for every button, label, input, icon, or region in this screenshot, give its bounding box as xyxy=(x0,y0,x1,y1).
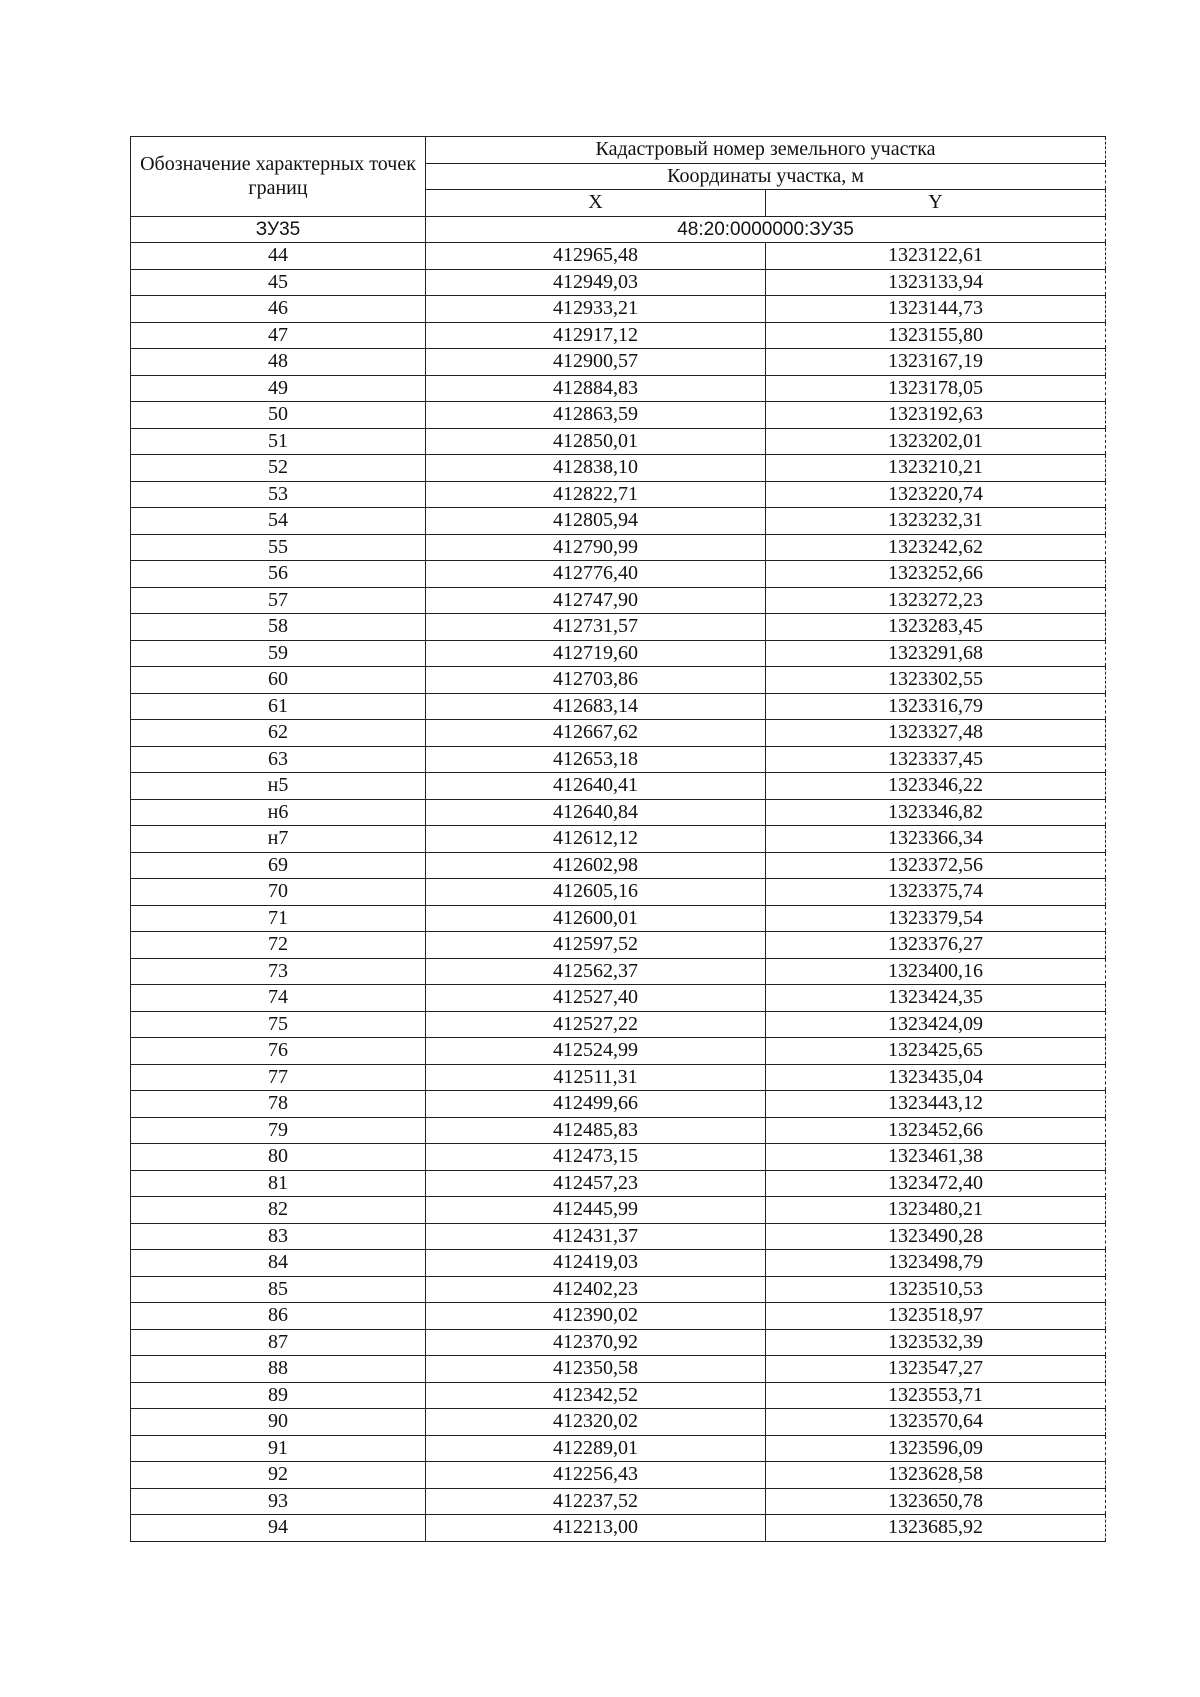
x-coordinate-cell: 412667,62 xyxy=(426,720,766,747)
y-coordinate-cell: 1323570,64 xyxy=(766,1409,1106,1436)
y-coordinate-cell: 1323547,27 xyxy=(766,1356,1106,1383)
point-cell: 88 xyxy=(131,1356,426,1383)
x-coordinate-cell: 412370,92 xyxy=(426,1329,766,1356)
table-header xyxy=(131,137,1106,217)
table-row xyxy=(131,1038,1106,1065)
parcel-row xyxy=(131,216,1106,243)
table-row xyxy=(131,1382,1106,1409)
point-cell: 89 xyxy=(131,1382,426,1409)
point-cell: 73 xyxy=(131,958,426,985)
table-row xyxy=(131,1197,1106,1224)
y-coordinate-cell: 1323376,27 xyxy=(766,932,1106,959)
y-coordinate-cell: 1323167,19 xyxy=(766,349,1106,376)
parcel-cadastral-number: 48:20:0000000:ЗУ35 xyxy=(426,216,1106,243)
table-row xyxy=(131,269,1106,296)
table-row xyxy=(131,985,1106,1012)
x-coordinate-cell: 412419,03 xyxy=(426,1250,766,1277)
point-cell: 86 xyxy=(131,1303,426,1330)
point-cell: 72 xyxy=(131,932,426,959)
x-coordinate-cell: 412256,43 xyxy=(426,1462,766,1489)
table-row xyxy=(131,402,1106,429)
table-row xyxy=(131,508,1106,535)
table-row xyxy=(131,428,1106,455)
y-coordinate-cell: 1323480,21 xyxy=(766,1197,1106,1224)
x-coordinate-cell: 412822,71 xyxy=(426,481,766,508)
point-column-header: Обозначение характерных точек границ xyxy=(131,137,426,217)
table-row xyxy=(131,1117,1106,1144)
x-coordinate-cell: 412731,57 xyxy=(426,614,766,641)
y-coordinate-cell: 1323510,53 xyxy=(766,1276,1106,1303)
y-coordinate-cell: 1323291,68 xyxy=(766,640,1106,667)
y-coordinate-cell: 1323518,97 xyxy=(766,1303,1106,1330)
table-row xyxy=(131,799,1106,826)
y-coordinate-cell: 1323628,58 xyxy=(766,1462,1106,1489)
y-coordinate-cell: 1323178,05 xyxy=(766,375,1106,402)
point-cell: н6 xyxy=(131,799,426,826)
point-cell: 75 xyxy=(131,1011,426,1038)
table-row xyxy=(131,720,1106,747)
point-cell: 54 xyxy=(131,508,426,535)
x-coordinate-cell: 412805,94 xyxy=(426,508,766,535)
x-coordinate-cell: 412703,86 xyxy=(426,667,766,694)
table-row xyxy=(131,1435,1106,1462)
x-coordinate-cell: 412790,99 xyxy=(426,534,766,561)
x-coordinate-cell: 412719,60 xyxy=(426,640,766,667)
point-cell: 77 xyxy=(131,1064,426,1091)
y-coordinate-cell: 1323144,73 xyxy=(766,296,1106,323)
x-coordinate-cell: 412933,21 xyxy=(426,296,766,323)
coordinates-document xyxy=(130,136,1105,1542)
y-coordinate-cell: 1323316,79 xyxy=(766,693,1106,720)
coordinates-table xyxy=(130,136,1106,1542)
point-cell: 55 xyxy=(131,534,426,561)
x-coordinate-cell: 412511,31 xyxy=(426,1064,766,1091)
point-cell: 63 xyxy=(131,746,426,773)
y-coordinate-cell: 1323400,16 xyxy=(766,958,1106,985)
table-row xyxy=(131,1223,1106,1250)
table-row xyxy=(131,1144,1106,1171)
table-row xyxy=(131,693,1106,720)
y-coordinate-cell: 1323366,34 xyxy=(766,826,1106,853)
y-coordinate-cell: 1323532,39 xyxy=(766,1329,1106,1356)
table-row xyxy=(131,561,1106,588)
x-coordinate-cell: 412499,66 xyxy=(426,1091,766,1118)
table-row xyxy=(131,375,1106,402)
coordinates-header: Координаты участка, м xyxy=(426,163,1106,190)
table-row xyxy=(131,534,1106,561)
x-coordinate-cell: 412524,99 xyxy=(426,1038,766,1065)
point-cell: 60 xyxy=(131,667,426,694)
point-cell: 76 xyxy=(131,1038,426,1065)
table-row xyxy=(131,1488,1106,1515)
y-coordinate-cell: 1323685,92 xyxy=(766,1515,1106,1542)
x-coordinate-cell: 412884,83 xyxy=(426,375,766,402)
y-coordinate-cell: 1323122,61 xyxy=(766,243,1106,270)
point-cell: 52 xyxy=(131,455,426,482)
point-cell: 48 xyxy=(131,349,426,376)
x-coordinate-cell: 412485,83 xyxy=(426,1117,766,1144)
y-coordinate-cell: 1323302,55 xyxy=(766,667,1106,694)
y-coordinate-cell: 1323220,74 xyxy=(766,481,1106,508)
table-row xyxy=(131,296,1106,323)
point-cell: 81 xyxy=(131,1170,426,1197)
x-coordinate-cell: 412605,16 xyxy=(426,879,766,906)
x-coordinate-cell: 412838,10 xyxy=(426,455,766,482)
x-coordinate-cell: 412900,57 xyxy=(426,349,766,376)
table-row xyxy=(131,1011,1106,1038)
y-coordinate-cell: 1323272,23 xyxy=(766,587,1106,614)
y-coordinate-cell: 1323424,35 xyxy=(766,985,1106,1012)
table-row xyxy=(131,640,1106,667)
y-coordinate-cell: 1323346,82 xyxy=(766,799,1106,826)
y-coordinate-cell: 1323498,79 xyxy=(766,1250,1106,1277)
point-cell: н7 xyxy=(131,826,426,853)
y-coordinate-cell: 1323327,48 xyxy=(766,720,1106,747)
y-coordinate-cell: 1323155,80 xyxy=(766,322,1106,349)
point-cell: 59 xyxy=(131,640,426,667)
x-coordinate-cell: 412612,12 xyxy=(426,826,766,853)
x-coordinate-cell: 412390,02 xyxy=(426,1303,766,1330)
x-coordinate-cell: 412457,23 xyxy=(426,1170,766,1197)
point-cell: 74 xyxy=(131,985,426,1012)
point-cell: 90 xyxy=(131,1409,426,1436)
y-coordinate-cell: 1323283,45 xyxy=(766,614,1106,641)
table-row xyxy=(131,1409,1106,1436)
x-coordinate-cell: 412640,41 xyxy=(426,773,766,800)
x-coordinate-cell: 412237,52 xyxy=(426,1488,766,1515)
point-cell: 87 xyxy=(131,1329,426,1356)
point-cell: 62 xyxy=(131,720,426,747)
x-coordinate-cell: 412917,12 xyxy=(426,322,766,349)
y-coordinate-cell: 1323452,66 xyxy=(766,1117,1106,1144)
y-coordinate-cell: 1323461,38 xyxy=(766,1144,1106,1171)
y-coordinate-cell: 1323596,09 xyxy=(766,1435,1106,1462)
x-column-header: X xyxy=(426,190,766,217)
y-coordinate-cell: 1323472,40 xyxy=(766,1170,1106,1197)
table-row xyxy=(131,1462,1106,1489)
point-cell: 46 xyxy=(131,296,426,323)
table-row xyxy=(131,932,1106,959)
parcel-id: ЗУ35 xyxy=(131,216,426,243)
table-row xyxy=(131,1356,1106,1383)
point-cell: 94 xyxy=(131,1515,426,1542)
x-coordinate-cell: 412213,00 xyxy=(426,1515,766,1542)
table-row xyxy=(131,905,1106,932)
x-coordinate-cell: 412602,98 xyxy=(426,852,766,879)
point-cell: н5 xyxy=(131,773,426,800)
table-row xyxy=(131,958,1106,985)
y-coordinate-cell: 1323232,31 xyxy=(766,508,1106,535)
x-coordinate-cell: 412342,52 xyxy=(426,1382,766,1409)
x-coordinate-cell: 412776,40 xyxy=(426,561,766,588)
x-coordinate-cell: 412640,84 xyxy=(426,799,766,826)
point-cell: 53 xyxy=(131,481,426,508)
table-row xyxy=(131,322,1106,349)
table-row xyxy=(131,614,1106,641)
table-row xyxy=(131,773,1106,800)
y-column-header: Y xyxy=(766,190,1106,217)
point-cell: 45 xyxy=(131,269,426,296)
y-coordinate-cell: 1323379,54 xyxy=(766,905,1106,932)
y-coordinate-cell: 1323133,94 xyxy=(766,269,1106,296)
x-coordinate-cell: 412653,18 xyxy=(426,746,766,773)
y-coordinate-cell: 1323443,12 xyxy=(766,1091,1106,1118)
y-coordinate-cell: 1323375,74 xyxy=(766,879,1106,906)
x-coordinate-cell: 412350,58 xyxy=(426,1356,766,1383)
table-row xyxy=(131,349,1106,376)
x-coordinate-cell: 412863,59 xyxy=(426,402,766,429)
table-row xyxy=(131,852,1106,879)
x-coordinate-cell: 412747,90 xyxy=(426,587,766,614)
x-coordinate-cell: 412289,01 xyxy=(426,1435,766,1462)
x-coordinate-cell: 412850,01 xyxy=(426,428,766,455)
y-coordinate-cell: 1323252,66 xyxy=(766,561,1106,588)
y-coordinate-cell: 1323553,71 xyxy=(766,1382,1106,1409)
point-cell: 79 xyxy=(131,1117,426,1144)
x-coordinate-cell: 412965,48 xyxy=(426,243,766,270)
point-cell: 58 xyxy=(131,614,426,641)
x-coordinate-cell: 412320,02 xyxy=(426,1409,766,1436)
point-cell: 93 xyxy=(131,1488,426,1515)
x-coordinate-cell: 412683,14 xyxy=(426,693,766,720)
x-coordinate-cell: 412527,22 xyxy=(426,1011,766,1038)
point-cell: 91 xyxy=(131,1435,426,1462)
point-cell: 44 xyxy=(131,243,426,270)
point-cell: 71 xyxy=(131,905,426,932)
x-coordinate-cell: 412562,37 xyxy=(426,958,766,985)
y-coordinate-cell: 1323192,63 xyxy=(766,402,1106,429)
point-cell: 83 xyxy=(131,1223,426,1250)
point-cell: 85 xyxy=(131,1276,426,1303)
y-coordinate-cell: 1323337,45 xyxy=(766,746,1106,773)
y-coordinate-cell: 1323210,21 xyxy=(766,455,1106,482)
table-row xyxy=(131,243,1106,270)
point-cell: 80 xyxy=(131,1144,426,1171)
point-cell: 61 xyxy=(131,693,426,720)
point-cell: 51 xyxy=(131,428,426,455)
y-coordinate-cell: 1323202,01 xyxy=(766,428,1106,455)
point-cell: 47 xyxy=(131,322,426,349)
point-cell: 84 xyxy=(131,1250,426,1277)
table-row xyxy=(131,1064,1106,1091)
point-cell: 82 xyxy=(131,1197,426,1224)
x-coordinate-cell: 412597,52 xyxy=(426,932,766,959)
table-row xyxy=(131,455,1106,482)
table-row xyxy=(131,746,1106,773)
x-coordinate-cell: 412527,40 xyxy=(426,985,766,1012)
point-cell: 49 xyxy=(131,375,426,402)
table-row xyxy=(131,1091,1106,1118)
x-coordinate-cell: 412949,03 xyxy=(426,269,766,296)
point-cell: 56 xyxy=(131,561,426,588)
table-row xyxy=(131,587,1106,614)
point-cell: 57 xyxy=(131,587,426,614)
x-coordinate-cell: 412473,15 xyxy=(426,1144,766,1171)
y-coordinate-cell: 1323650,78 xyxy=(766,1488,1106,1515)
y-coordinate-cell: 1323424,09 xyxy=(766,1011,1106,1038)
table-row xyxy=(131,1170,1106,1197)
cadastral-number-header: Кадастровый номер земельного участка xyxy=(426,137,1106,164)
y-coordinate-cell: 1323490,28 xyxy=(766,1223,1106,1250)
point-cell: 69 xyxy=(131,852,426,879)
table-row xyxy=(131,481,1106,508)
y-coordinate-cell: 1323372,56 xyxy=(766,852,1106,879)
table-body xyxy=(131,216,1106,1541)
table-row xyxy=(131,1250,1106,1277)
point-cell: 50 xyxy=(131,402,426,429)
x-coordinate-cell: 412600,01 xyxy=(426,905,766,932)
x-coordinate-cell: 412445,99 xyxy=(426,1197,766,1224)
x-coordinate-cell: 412431,37 xyxy=(426,1223,766,1250)
table-row xyxy=(131,1303,1106,1330)
point-cell: 78 xyxy=(131,1091,426,1118)
table-row xyxy=(131,879,1106,906)
point-cell: 92 xyxy=(131,1462,426,1489)
table-row xyxy=(131,826,1106,853)
y-coordinate-cell: 1323346,22 xyxy=(766,773,1106,800)
y-coordinate-cell: 1323425,65 xyxy=(766,1038,1106,1065)
table-row xyxy=(131,1515,1106,1542)
y-coordinate-cell: 1323435,04 xyxy=(766,1064,1106,1091)
table-row xyxy=(131,667,1106,694)
y-coordinate-cell: 1323242,62 xyxy=(766,534,1106,561)
x-coordinate-cell: 412402,23 xyxy=(426,1276,766,1303)
table-row xyxy=(131,1329,1106,1356)
point-cell: 70 xyxy=(131,879,426,906)
table-row xyxy=(131,1276,1106,1303)
